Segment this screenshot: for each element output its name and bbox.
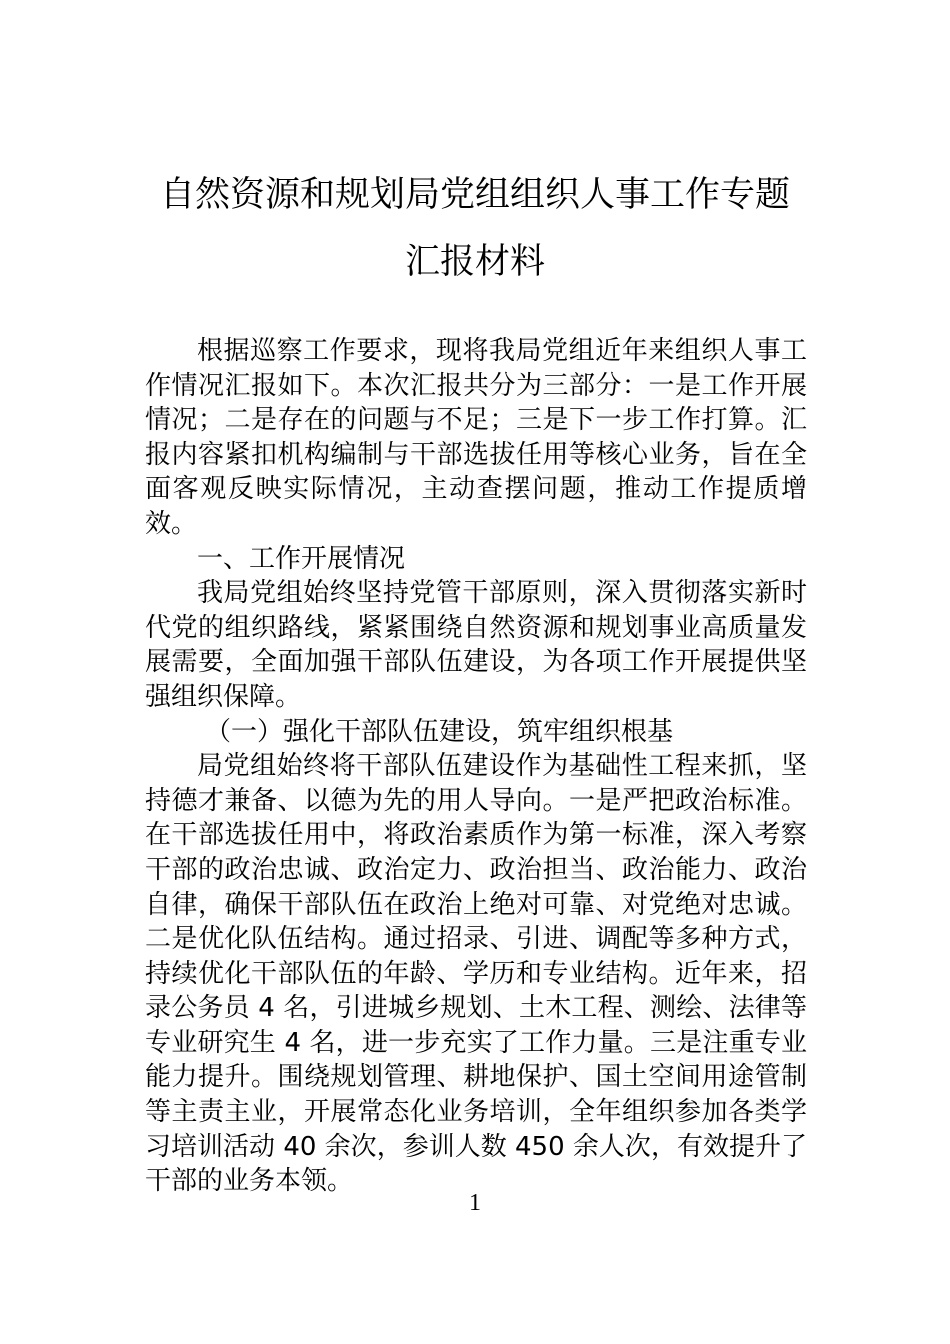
section-heading-1: 一、工作开展情况 <box>197 543 406 574</box>
intro-paragraph: 根据巡察工作要求，现将我局党组近年来组织人事工作情况汇报如下。本次汇报共分为三部分：一是工作开展情况；二是存在的问题与不足；三是下一步工作打算。汇报内容紧扣机构编制与干部选拔任用等核心业务，旨在全面客观反映实际情况，主动查摆问题，推动工作提质增效。 <box>145 336 807 539</box>
document-title-line-2: 汇报材料 <box>404 242 545 282</box>
subsection-heading-1: （一）强化干部队伍建设，筑牢组织根基 <box>205 716 674 747</box>
section-1-paragraph: 我局党组始终坚持党管干部原则，深入贯彻落实新时代党的组织路线，紧紧围绕自然资源和规划事业高质量发展需要，全面加强干部队伍建设，为各项工作开展提供坚强组织保障。 <box>145 578 807 712</box>
subsection-1-paragraph: 局党组始终将干部队伍建设作为基础性工程来抓，坚持德才兼备、以德为先的用人导向。一是严把政治标准。在干部选拔任用中，将政治素质作为第一标准，深入考察干部的政治忠诚、政治定力、政治担当、政治能力、政治自律，确保干部队伍在政治上绝对可靠、对党绝对忠诚。二是优化队伍结构。通过招录、引进、调配等多种方式，持续优化干部队伍的年龄、学历和专业结构。近年来，招录公务员 4 名，引进城乡规划、土木工程、测绘、法律等专业研究生 4 名，进一步充实了工作力量。三是注重专业能力提升。围绕规划管理、耕地保护、国土空间用途管制等主责主业，开展常态化业务培训，全年组织参加各类学习培训活动 40 余次，参训人数 450 余人次，有效提升了干部的业务本领。 <box>145 751 807 1197</box>
document-title-line-1: 自然资源和规划局党组组织人事工作专题 <box>159 175 790 215</box>
page-number: 1 <box>469 1190 481 1216</box>
document-body <box>145 334 807 1199</box>
